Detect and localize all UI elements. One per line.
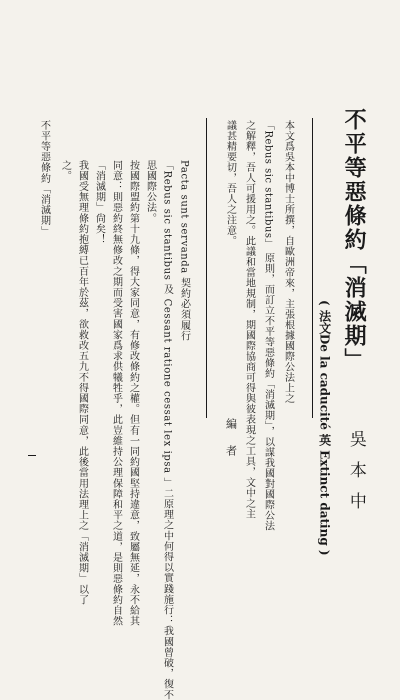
abstract-line: 之解釋，吾人可援用之。此議和當地規制，期國際協商可得與彼表現之工具，文中之主 (243, 120, 255, 519)
body-line: Pacta sunt servanda 契約必須履行 (178, 160, 190, 342)
body-line: 「Rebus sic stantibus 及 Cessant ratione cessat lex ipsa 」二原理之中何得以實踐施行：我國曾破，復不 (161, 160, 173, 700)
article-title: 不平等惡條約「消滅期」 (341, 108, 368, 372)
body-line: 按國際盟約第十九條，得大家同意，有修改條約之權。但有一同約國堅持違意，致屬無延，永不給其 (127, 160, 139, 627)
title-separator-rule (312, 118, 313, 418)
abstract-separator-rule (206, 118, 207, 418)
body-line: 我國受無理條約抱縛已百年於茲，欲救改五九不得國際同意，此後當用法理上之「消滅期」以了 (76, 160, 88, 606)
margin-mark (28, 455, 36, 456)
body-line: 之。 (59, 160, 71, 182)
abstract-editor-credit: 編者 (224, 418, 238, 472)
body-line: 思國際公法。 (144, 160, 156, 224)
body-line: 不平等惡條約「消滅期」 (38, 120, 50, 237)
body-line: 同意：則惡約終無修改之期而受害國家爲求供犧牲乎，此豈維持公理保障和平之道，是則惡條約自然 (110, 160, 122, 627)
article-author: 吳本中 (345, 430, 366, 523)
body-line: 「消滅期」尙矣！ (93, 160, 105, 245)
article-title-translation: ( 法文De la caducité 英 Extinct dating ) (317, 300, 332, 556)
abstract-line: 本文爲吳本中博士所撰，自歐洲帝來，主張根據國際公法上之 (282, 120, 294, 404)
abstract-line: 「Rebus sic stantibus」 原則，而訂立不平等惡條約「消滅期」，以謀我國對國際公法 (262, 120, 274, 532)
abstract-line: 議甚精要切，吾人之注意。 (224, 120, 236, 246)
